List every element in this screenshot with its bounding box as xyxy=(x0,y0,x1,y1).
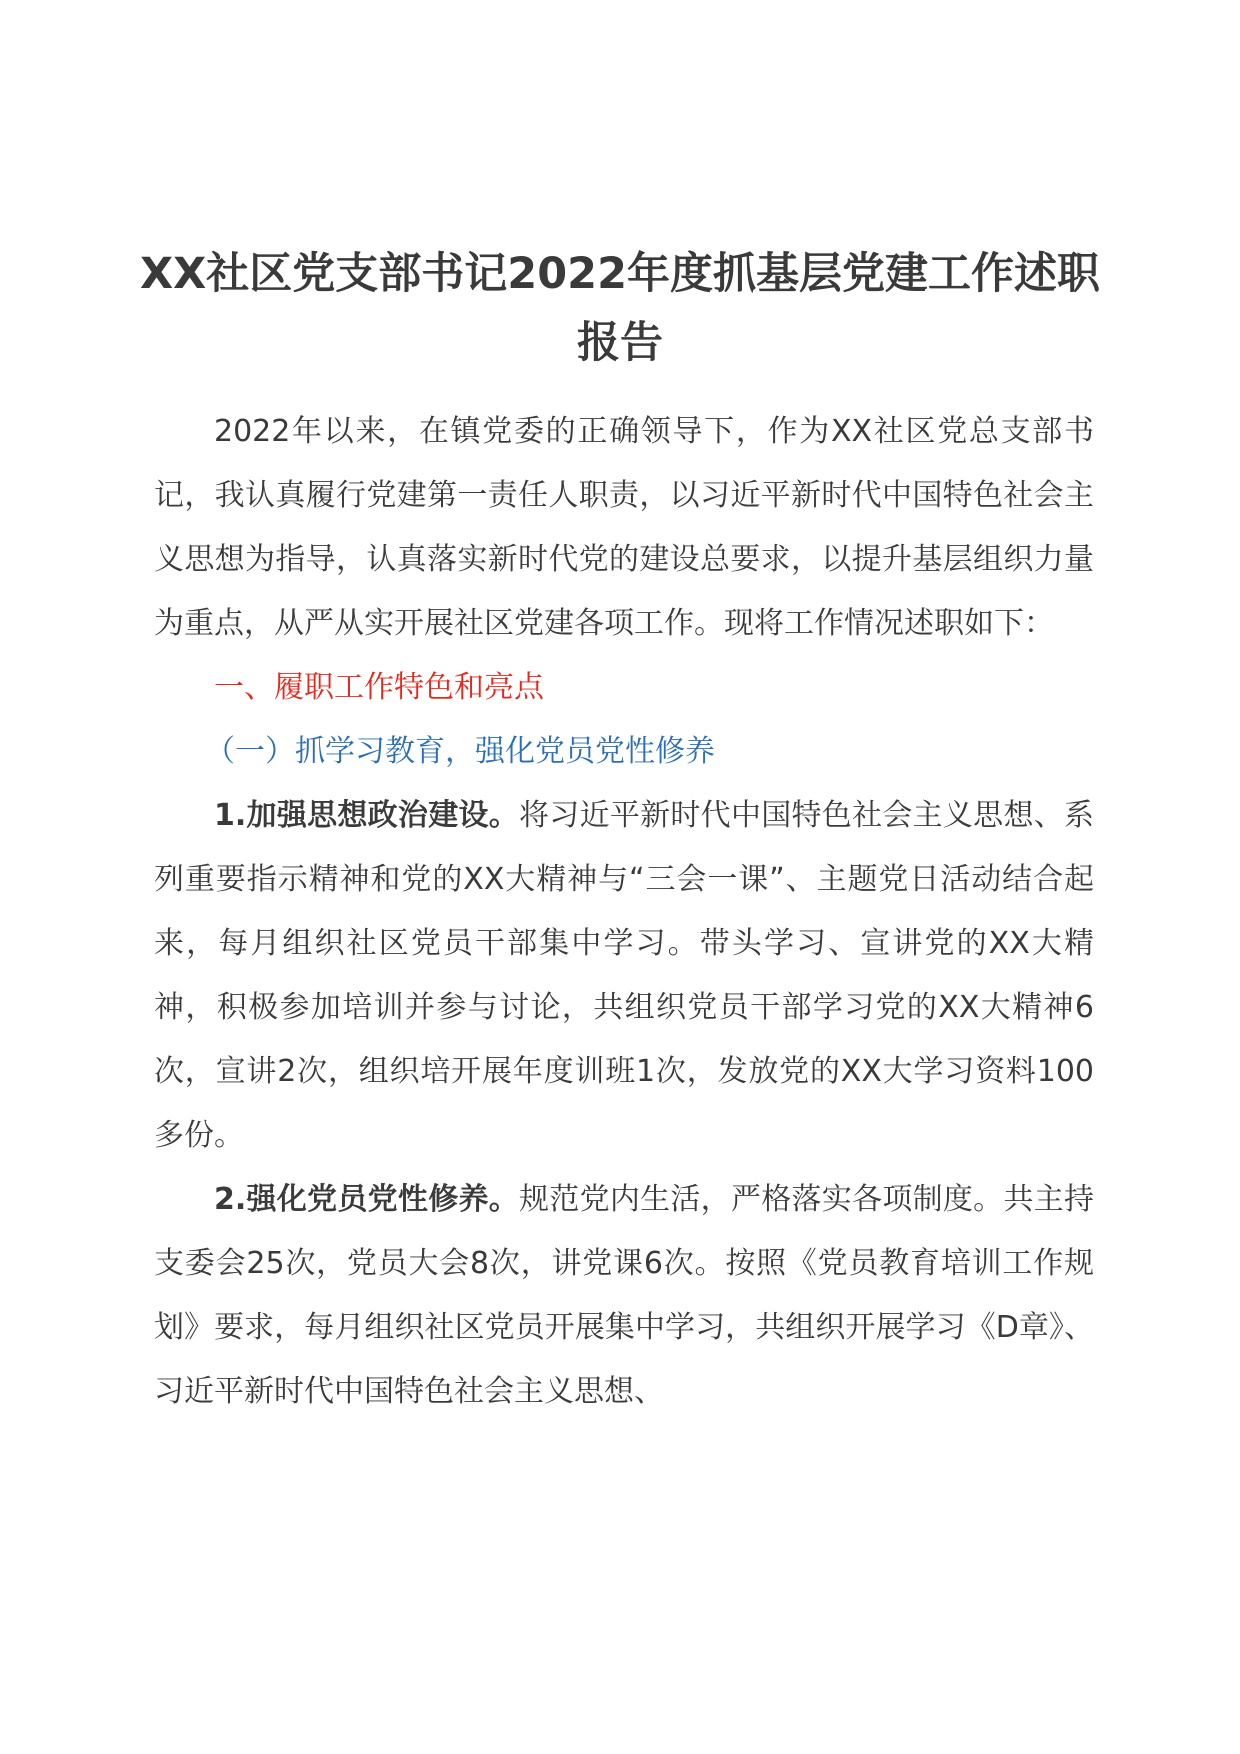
section-heading: 一、履职工作特色和亮点 xyxy=(214,670,544,705)
item-text: 将习近平新时代中国特色社会主义思想、系列重要指示精神和党的XX大精神与“三会一课”、主题党日活动结合起来，每月组织社区党员干部集中学习。带头学习、宣讲党的XX大精神，积极参加培训并参与讨论，共组织党员干部学习党的XX大精神6次，宣讲2次，组织培开展年度训班1次，发放党的XX大学习资料100多份。 xyxy=(154,798,1094,1153)
document-title: XX社区党支部书记2022年度抓基层党建工作述职报告 xyxy=(140,249,1100,368)
subsection-heading: （一）抓学习教育，强化党员党性修养 xyxy=(205,734,715,769)
document-body xyxy=(154,400,1094,1424)
item-paragraph-2 xyxy=(154,1168,1094,1424)
item-paragraph-1 xyxy=(154,784,1094,1168)
item-lead: 1.加强思想政治建设。 xyxy=(214,798,520,833)
intro-paragraph: 2022年以来，在镇党委的正确领导下，作为XX社区党总支部书记，我认真履行党建第一责任人职责，以习近平新时代中国特色社会主义思想为指导，认真落实新时代党的建设总要求，以提升基层组织力量为重点，从严从实开展社区党建各项工作。现将工作情况述职如下： xyxy=(154,414,1094,641)
item-text: 规范党内生活，严格落实各项制度。共主持支委会25次，党员大会8次，讲党课6次。按照《党员教育培训工作规划》要求，每月组织社区党员开展集中学习，共组织开展学习《D章》、习近平新时代中国特色社会主义思想、 xyxy=(154,1182,1094,1409)
item-lead: 2.强化党员党性修养。 xyxy=(214,1182,520,1217)
